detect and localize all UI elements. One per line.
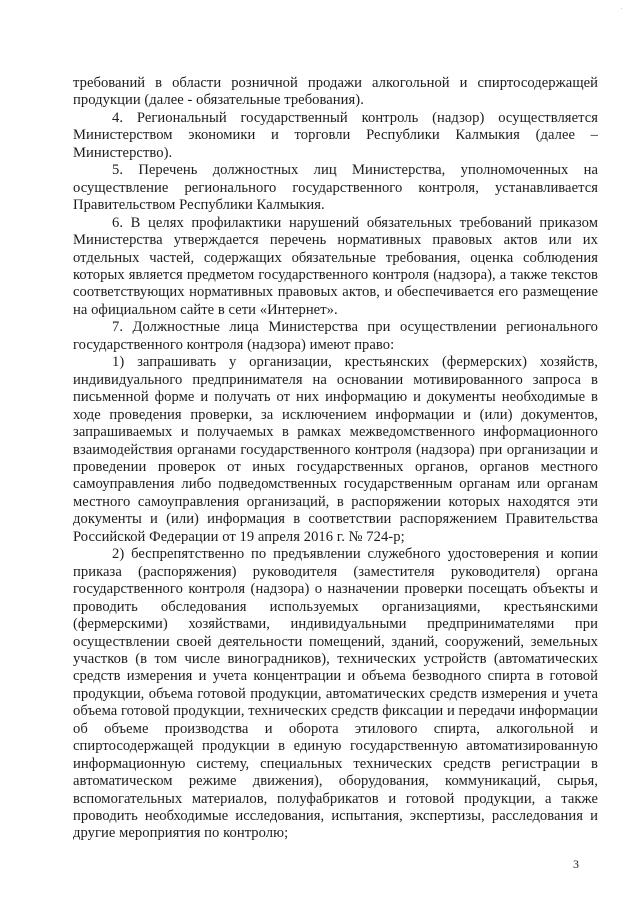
paragraph-item-4: 4. Региональный государственный контроль (надзор) осуществляется Министерством экономики и торговли Республики Калмыкия (далее – Министерство). bbox=[73, 109, 598, 161]
page-number: 3 bbox=[573, 857, 579, 871]
body-text bbox=[73, 75, 598, 843]
scan-speck bbox=[621, 8, 622, 9]
paragraph-item-6: 6. В целях профилактики нарушений обязательных требований приказом Министерства утверждается перечень нормативных правовых актов или их отдельных частей, содержащих обязательные требования, оценка соблюдения которых является предметом государственного контроля (надзора), а также текстов соответствующих нормативных правовых актов, и обеспечивается его размещение на официальном сайте в сети «Интернет». bbox=[73, 214, 598, 318]
paragraph-continuation: требований в области розничной продажи алкогольной и спиртосодержащей продукции (далее - обязательные требования). bbox=[73, 75, 598, 109]
paragraph-item-7: 7. Должностные лица Министерства при осуществлении регионального государственного контроля (надзора) имеют право: bbox=[73, 319, 598, 353]
paragraph-subitem-1: 1) запрашивать у организации, крестьянских (фермерских) хозяйств, индивидуального предпринимателя на основании мотивированного запроса в письменной форме и получать от них информацию и документы необходимые в ходе проведения проверки, за исключением информации и (или) документов, запрашиваемых и получаемых в рамках межведомственного информационного взаимодействия органами государственного контроля (надзора) при организации и проведении проверок от иных государственных органов, органов местного самоуправления либо подведомственных государственным органам или органам местного самоуправления организаций, в распоряжении которых находятся эти документы и (или) информация в соответствии распоряжением Правительства Российской Федерации от 19 апреля 2016 г. № 724-р; bbox=[73, 354, 598, 545]
paragraph-item-5: 5. Перечень должностных лиц Министерства, уполномоченных на осуществление регионального государственного контроля, устанавливается Правительством Республики Калмыкия. bbox=[73, 162, 598, 214]
paragraph-subitem-2: 2) беспрепятственно по предъявлении служебного удостоверения и копии приказа (распоряжения) руководителя (заместителя руководителя) органа государственного контроля (надзора) о назначении проверки посещать объекты и проводить обследования используемых организациями, крестьянскими (фермерскими) хозяйствами, индивидуальными предпринимателями при осуществлении своей деятельности помещений, зданий, сооружений, земельных участков (в том числе виноградников), технических устройств (автоматических средств измерения и учета концентрации и объема безводного спирта в готовой продукции, объема готовой продукции, автоматических средств измерения и учета объема готовой продукции, технических средств фиксации и передачи информации об объеме производства и оборота этилового спирта, алкогольной и спиртосодержащей продукции в единую государственную автоматизированную информационную систему, специальных технических средств регистрации в автоматическом режиме движения), оборудования, коммуникаций, сырья, вспомогательных материалов, полуфабрикатов и готовой продукции, а также проводить необходимые исследования, испытания, экспертизы, расследования и другие мероприятия по контролю; bbox=[73, 546, 598, 842]
